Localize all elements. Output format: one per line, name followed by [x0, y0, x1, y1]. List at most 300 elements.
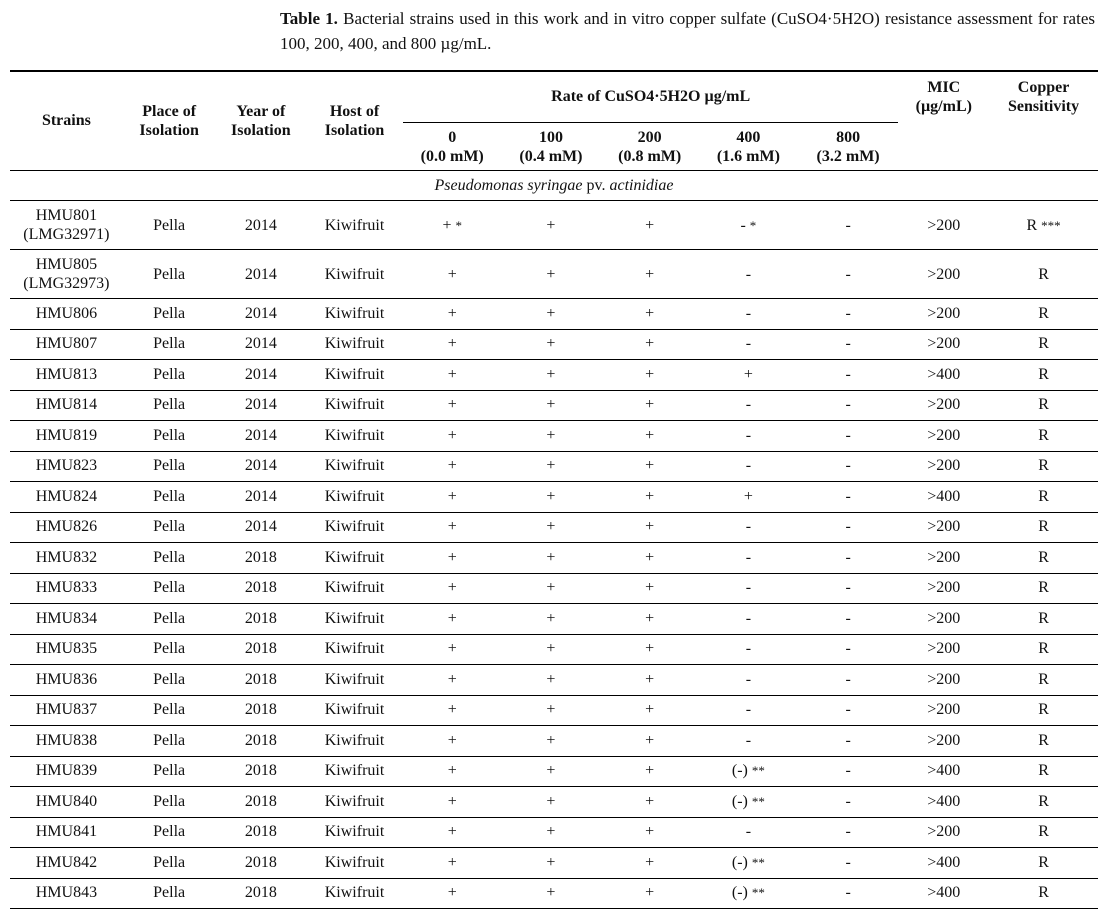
- cell-mic: [898, 878, 989, 909]
- cell-r100: [502, 201, 601, 250]
- cell-value: +: [447, 823, 457, 841]
- cell-r0: [403, 604, 502, 635]
- cell-r800: [798, 634, 899, 665]
- cell-r800: [798, 878, 899, 909]
- cell-host: [306, 390, 403, 421]
- cell-mic: [898, 250, 989, 299]
- cell-r800: [798, 421, 899, 452]
- cell-r200: [600, 390, 699, 421]
- cell-value: >400: [927, 853, 961, 871]
- cell-value: +: [645, 609, 655, 627]
- cell-value: >200: [927, 265, 961, 283]
- cell-value: Pella: [153, 762, 186, 780]
- cell-r400: [699, 695, 798, 726]
- cell-sens: [989, 512, 1098, 543]
- cell-r200: [600, 573, 699, 604]
- cell-sens: [989, 756, 1098, 787]
- cell-value: >400: [927, 762, 961, 780]
- cell-value: -: [745, 265, 752, 283]
- cell-r400: [699, 543, 798, 574]
- cell-sens: [989, 848, 1098, 879]
- cell-host: [306, 726, 403, 757]
- cell-value: +: [743, 365, 753, 383]
- table-row: [10, 756, 1098, 787]
- cell-r400: [699, 848, 798, 879]
- header-rate-4: [798, 123, 899, 171]
- cell-r400: [699, 451, 798, 482]
- cell-value: -: [845, 518, 851, 536]
- cell-value: 2018: [244, 884, 277, 902]
- cell-value: +: [546, 579, 556, 597]
- cell-value: 2018: [244, 853, 277, 871]
- table-row: [10, 604, 1098, 635]
- cell-r100: [502, 573, 601, 604]
- cell-r400: [699, 573, 798, 604]
- cell-value: +: [645, 853, 655, 871]
- cell-place: [123, 573, 216, 604]
- cell-value: +: [546, 265, 556, 283]
- cell-value: -: [745, 396, 752, 414]
- rate-mm: (1.6 mM): [716, 147, 780, 165]
- cell-host: [306, 695, 403, 726]
- cell-r800: [798, 573, 899, 604]
- cell-value: 2014: [244, 487, 277, 505]
- cell-r0: [403, 634, 502, 665]
- cell-r400: [699, 201, 798, 250]
- cell-r800: [798, 543, 899, 574]
- cell-value: HMU840: [35, 792, 98, 810]
- cell-value: +: [645, 823, 655, 841]
- cell-value: +: [447, 304, 457, 322]
- cell-place: [123, 421, 216, 452]
- cell-value: HMU832: [35, 548, 98, 566]
- cell-mic: [898, 543, 989, 574]
- cell-value: +: [645, 457, 655, 475]
- cell-mic: [898, 390, 989, 421]
- cell-sens: [989, 787, 1098, 818]
- cell-value: +: [447, 335, 457, 353]
- cell-value: >200: [927, 216, 961, 234]
- cell-value: +: [546, 762, 556, 780]
- cell-value: +: [546, 426, 556, 444]
- cell-host: [306, 634, 403, 665]
- cell-place: [123, 390, 216, 421]
- cell-place: [123, 848, 216, 879]
- cell-value: Kiwifruit: [324, 426, 385, 444]
- header-rate-group: Rate of CuSO4·5H2O µg/mL: [403, 71, 899, 123]
- cell-sens: [989, 390, 1098, 421]
- cell-value: 2018: [244, 762, 277, 780]
- cell-r400: [699, 360, 798, 391]
- cell-value: -: [745, 426, 752, 444]
- cell-value: -: [845, 884, 851, 902]
- cell-r0: [403, 726, 502, 757]
- cell-value: Kiwifruit: [324, 487, 385, 505]
- cell-r200: [600, 634, 699, 665]
- cell-value: +: [447, 487, 457, 505]
- cell-value: +: [447, 701, 457, 719]
- cell-sens: [989, 201, 1098, 250]
- cell-place: [123, 878, 216, 909]
- cell-value: R: [1038, 792, 1049, 810]
- cell-r0: [403, 695, 502, 726]
- cell-value: +: [447, 609, 457, 627]
- cell-r100: [502, 756, 601, 787]
- cell-year: [216, 482, 307, 513]
- cell-value: +: [447, 853, 457, 871]
- cell-value: 2014: [244, 426, 277, 444]
- cell-r200: [600, 665, 699, 696]
- cell-value: R: [1038, 640, 1049, 658]
- cell-r100: [502, 878, 601, 909]
- cell-r100: [502, 787, 601, 818]
- cell-value: -: [745, 518, 752, 536]
- cell-r800: [798, 665, 899, 696]
- cell-value: >200: [927, 731, 961, 749]
- table-row: [10, 787, 1098, 818]
- cell-value: Kiwifruit: [324, 335, 385, 353]
- cell-value: -: [845, 731, 851, 749]
- cell-value: -: [745, 335, 752, 353]
- cell-value: Pella: [153, 579, 186, 597]
- cell-strain: [10, 421, 123, 452]
- cell-value: 2018: [244, 731, 277, 749]
- cell-host: [306, 451, 403, 482]
- cell-r200: [600, 726, 699, 757]
- header-rate-3: [699, 123, 798, 171]
- cell-r800: [798, 695, 899, 726]
- cell-value: +: [546, 335, 556, 353]
- rate-value: 200: [637, 128, 662, 146]
- cell-value: Kiwifruit: [324, 579, 385, 597]
- cell-mic: [898, 360, 989, 391]
- cell-value: +: [546, 701, 556, 719]
- cell-value: Pella: [153, 457, 186, 475]
- cell-sens: [989, 604, 1098, 635]
- table-row: [10, 390, 1098, 421]
- cell-r0: [403, 543, 502, 574]
- cell-r100: [502, 848, 601, 879]
- header-rate-0: [403, 123, 502, 171]
- cell-r400: [699, 787, 798, 818]
- cell-value: -: [745, 457, 752, 475]
- cell-value: 2018: [244, 823, 277, 841]
- cell-value: Kiwifruit: [324, 518, 385, 536]
- cell-value: >200: [927, 640, 961, 658]
- cell-year: [216, 604, 307, 635]
- cell-value: HMU807: [35, 335, 98, 353]
- cell-year: [216, 390, 307, 421]
- cell-r400: [699, 817, 798, 848]
- cell-r400: [699, 726, 798, 757]
- cell-strain: [10, 848, 123, 879]
- cell-place: [123, 695, 216, 726]
- table-row: [10, 482, 1098, 513]
- cell-place: [123, 726, 216, 757]
- cell-mic: [898, 604, 989, 635]
- cell-value: -: [745, 670, 752, 688]
- cell-r0: [403, 329, 502, 360]
- cell-strain: [10, 299, 123, 330]
- cell-r400: [699, 482, 798, 513]
- cell-sens: [989, 482, 1098, 513]
- cell-sens: [989, 360, 1098, 391]
- cell-value: R: [1038, 426, 1049, 444]
- cell-value: Pella: [153, 335, 186, 353]
- cell-value: 2014: [244, 457, 277, 475]
- cell-mic: [898, 817, 989, 848]
- cell-value: +: [645, 518, 655, 536]
- footnote-marker: **: [751, 793, 765, 809]
- cell-r400: [699, 421, 798, 452]
- cell-value: -: [845, 304, 851, 322]
- cell-strain: [10, 787, 123, 818]
- cell-mic: [898, 573, 989, 604]
- cell-r200: [600, 604, 699, 635]
- cell-sens: [989, 634, 1098, 665]
- cell-value: +: [645, 579, 655, 597]
- cell-value: -: [845, 396, 851, 414]
- cell-value: Pella: [153, 609, 186, 627]
- cell-place: [123, 201, 216, 250]
- cell-value: R: [1038, 731, 1049, 749]
- cell-r100: [502, 817, 601, 848]
- cell-year: [216, 695, 307, 726]
- cell-value: 2018: [244, 548, 277, 566]
- cell-place: [123, 482, 216, 513]
- cell-value: +: [447, 457, 457, 475]
- cell-value: 2018: [244, 670, 277, 688]
- cell-value: +: [447, 731, 457, 749]
- cell-value: HMU835: [35, 640, 98, 658]
- table-row: [10, 726, 1098, 757]
- cell-r400: [699, 756, 798, 787]
- cell-strain: [10, 201, 123, 250]
- cell-value: HMU838: [35, 731, 98, 749]
- cell-r200: [600, 421, 699, 452]
- cell-r200: [600, 329, 699, 360]
- cell-value: HMU819: [35, 426, 98, 444]
- cell-value: 2014: [244, 265, 277, 283]
- cell-strain: [10, 360, 123, 391]
- cell-r0: [403, 482, 502, 513]
- cell-value: >200: [927, 670, 961, 688]
- cell-host: [306, 482, 403, 513]
- cell-place: [123, 817, 216, 848]
- cell-sens: [989, 726, 1098, 757]
- cell-value: Kiwifruit: [324, 365, 385, 383]
- table-row: [10, 201, 1098, 250]
- cell-value: -: [845, 335, 851, 353]
- cell-value: -: [745, 548, 752, 566]
- cell-year: [216, 634, 307, 665]
- cell-r400: [699, 634, 798, 665]
- cell-value: -: [745, 640, 752, 658]
- table-row: [10, 665, 1098, 696]
- cell-place: [123, 665, 216, 696]
- cell-r100: [502, 390, 601, 421]
- cell-strain: [10, 726, 123, 757]
- cell-value: Pella: [153, 731, 186, 749]
- strains-table: [10, 70, 1098, 909]
- cell-value: +: [645, 304, 655, 322]
- cell-value: Kiwifruit: [324, 265, 385, 283]
- cell-sens: [989, 250, 1098, 299]
- cell-strain: [10, 482, 123, 513]
- cell-value: Kiwifruit: [324, 884, 385, 902]
- cell-r400: [699, 665, 798, 696]
- cell-value: >200: [927, 335, 961, 353]
- cell-r800: [798, 512, 899, 543]
- cell-value: Pella: [153, 518, 186, 536]
- cell-host: [306, 787, 403, 818]
- cell-place: [123, 543, 216, 574]
- cell-year: [216, 329, 307, 360]
- header-sensitivity: Copper Sensitivity: [989, 71, 1098, 171]
- cell-value: Pella: [153, 216, 186, 234]
- cell-r800: [798, 299, 899, 330]
- header-year: Year of Isolation: [216, 71, 307, 171]
- cell-value: +: [546, 609, 556, 627]
- cell-value: Kiwifruit: [324, 823, 385, 841]
- cell-sens: [989, 329, 1098, 360]
- cell-mic: [898, 848, 989, 879]
- cell-r0: [403, 512, 502, 543]
- cell-value: -: [845, 265, 851, 283]
- cell-value: R: [1038, 396, 1049, 414]
- cell-strain: [10, 390, 123, 421]
- cell-value: (-): [731, 884, 748, 902]
- cell-value: HMU841: [35, 823, 98, 841]
- cell-value: -: [745, 731, 752, 749]
- cell-value: Pella: [153, 853, 186, 871]
- cell-year: [216, 817, 307, 848]
- cell-r200: [600, 201, 699, 250]
- cell-mic: [898, 634, 989, 665]
- cell-value: +: [447, 265, 457, 283]
- cell-value: Pella: [153, 548, 186, 566]
- cell-value: -: [745, 701, 752, 719]
- cell-r100: [502, 634, 601, 665]
- cell-value: Pella: [153, 701, 186, 719]
- cell-value: HMU814: [35, 396, 98, 414]
- cell-value: +: [645, 640, 655, 658]
- cell-value: HMU813: [35, 365, 98, 383]
- rate-value: 0: [448, 128, 457, 146]
- cell-value: Kiwifruit: [324, 731, 385, 749]
- cell-value: +: [546, 640, 556, 658]
- cell-value: Pella: [153, 640, 186, 658]
- cell-r0: [403, 817, 502, 848]
- cell-strain-alt: (LMG32971): [23, 226, 110, 243]
- cell-value: 2018: [244, 792, 277, 810]
- cell-value: HMU843: [35, 884, 98, 902]
- cell-value: Pella: [153, 304, 186, 322]
- cell-r400: [699, 390, 798, 421]
- cell-value: -: [745, 823, 752, 841]
- cell-value: +: [645, 762, 655, 780]
- cell-r800: [798, 604, 899, 635]
- cell-r800: [798, 726, 899, 757]
- cell-value: R: [1038, 365, 1049, 383]
- cell-value: >200: [927, 701, 961, 719]
- table-row: [10, 817, 1098, 848]
- cell-value: +: [645, 487, 655, 505]
- cell-host: [306, 329, 403, 360]
- cell-r800: [798, 787, 899, 818]
- cell-r800: [798, 390, 899, 421]
- cell-r400: [699, 604, 798, 635]
- cell-mic: [898, 482, 989, 513]
- footnote-marker: **: [751, 885, 765, 901]
- cell-year: [216, 543, 307, 574]
- header-place: Place of Isolation: [123, 71, 216, 171]
- cell-value: 2014: [244, 304, 277, 322]
- cell-mic: [898, 451, 989, 482]
- cell-value: >200: [927, 548, 961, 566]
- table-caption: [280, 6, 1095, 56]
- cell-value: HMU833: [35, 579, 98, 597]
- rate-value: 400: [736, 128, 761, 146]
- cell-r100: [502, 250, 601, 299]
- rate-mm: (0.8 mM): [618, 147, 682, 165]
- cell-value: Pella: [153, 396, 186, 414]
- cell-r0: [403, 756, 502, 787]
- cell-value: +: [546, 853, 556, 871]
- cell-year: [216, 573, 307, 604]
- cell-value: +: [743, 487, 753, 505]
- cell-strain-alt: (LMG32973): [23, 275, 110, 292]
- cell-year: [216, 848, 307, 879]
- cell-mic: [898, 299, 989, 330]
- cell-value: +: [645, 426, 655, 444]
- cell-value: >400: [927, 365, 961, 383]
- cell-r0: [403, 201, 502, 250]
- cell-mic: [898, 201, 989, 250]
- cell-value: +: [546, 365, 556, 383]
- caption-text: Bacterial strains used in this work and in vitro copper sulfate (CuSO4·5H2O) resistance assessment for rates 100, 200, 400, and 800 µg/mL.: [280, 9, 1095, 53]
- cell-year: [216, 201, 307, 250]
- cell-year: [216, 512, 307, 543]
- caption-label: Table 1.: [280, 9, 338, 28]
- cell-r0: [403, 665, 502, 696]
- cell-value: +: [645, 548, 655, 566]
- cell-value: +: [546, 457, 556, 475]
- cell-value: +: [645, 365, 655, 383]
- cell-year: [216, 878, 307, 909]
- rate-value: 100: [538, 128, 563, 146]
- cell-host: [306, 543, 403, 574]
- cell-r400: [699, 878, 798, 909]
- cell-value: HMU824: [35, 487, 98, 505]
- cell-mic: [898, 329, 989, 360]
- cell-value: Pella: [153, 365, 186, 383]
- cell-strain: [10, 756, 123, 787]
- cell-value: HMU826: [35, 518, 98, 536]
- cell-value: HMU806: [35, 304, 98, 322]
- cell-value: 2018: [244, 701, 277, 719]
- cell-sens: [989, 817, 1098, 848]
- cell-value: +: [645, 731, 655, 749]
- cell-value: +: [447, 518, 457, 536]
- cell-value: Kiwifruit: [324, 396, 385, 414]
- cell-r400: [699, 512, 798, 543]
- cell-mic: [898, 726, 989, 757]
- cell-value: Pella: [153, 792, 186, 810]
- table-row: [10, 634, 1098, 665]
- cell-value: >200: [927, 609, 961, 627]
- cell-host: [306, 878, 403, 909]
